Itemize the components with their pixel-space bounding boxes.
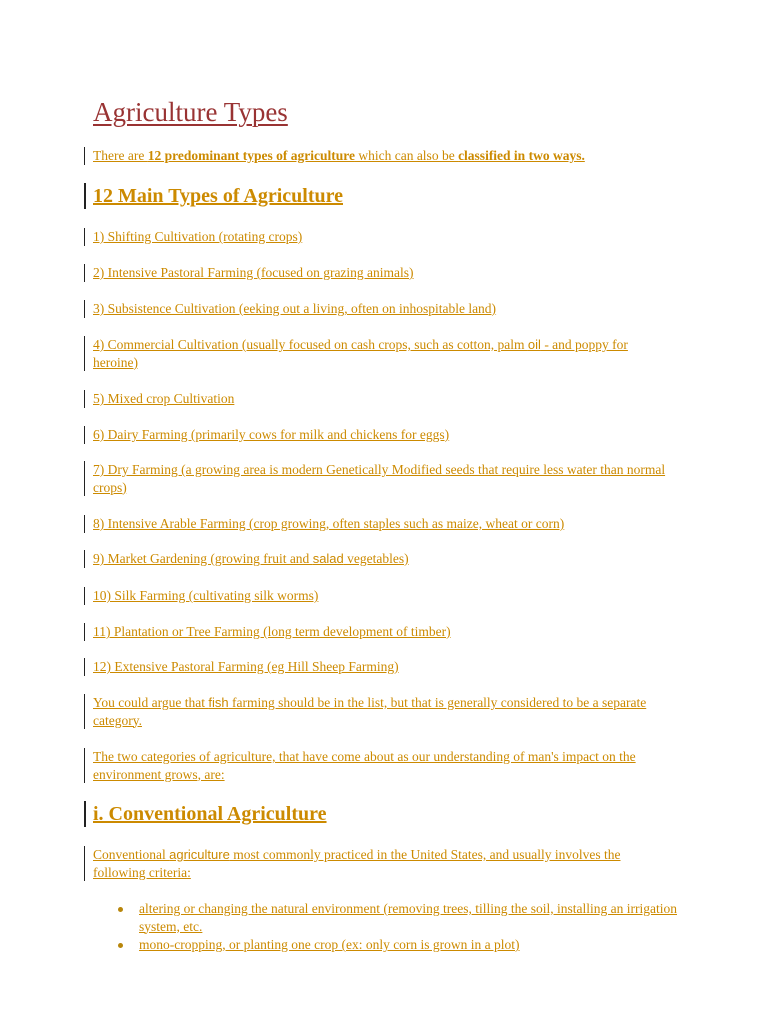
type-item-text: vegetables) <box>343 551 409 566</box>
section-heading-types <box>93 183 343 209</box>
type-item <box>93 550 693 568</box>
type-item <box>93 461 683 496</box>
type-item <box>93 228 693 246</box>
change-bar <box>84 183 86 209</box>
type-item-text: 11) Plantation or Tree Farming (long term development of timber) <box>93 624 451 639</box>
criteria-list <box>117 900 677 955</box>
change-bar <box>84 147 85 165</box>
type-item-text: 6) Dairy Farming (primarily cows for milk and chickens for eggs) <box>93 427 450 442</box>
change-bar <box>84 623 85 641</box>
change-bar <box>84 461 85 496</box>
section-heading-types-text: 12 Main Types of Agriculture <box>93 185 343 207</box>
type-item <box>93 390 693 408</box>
type-item <box>93 623 693 641</box>
intro-text-1: There are <box>93 148 148 163</box>
bullet-icon <box>118 907 123 912</box>
two-categories-paragraph <box>93 748 693 783</box>
type-item-text: - and poppy for heroine) <box>93 337 628 370</box>
change-bar <box>84 515 85 533</box>
type-item-text: 2) Intensive Pastoral Farming (focused on grazing animals) <box>93 265 414 280</box>
type-item-text: 5) Mixed crop Cultivation <box>93 391 235 406</box>
type-item <box>93 300 693 318</box>
type-item <box>93 264 693 282</box>
change-bar <box>84 336 85 371</box>
change-bar <box>84 300 85 318</box>
fish-note-text: fish <box>208 695 229 710</box>
change-bar <box>84 748 85 783</box>
type-item-text: 12) Extensive Pastoral Farming (eg Hill Sheep Farming) <box>93 659 399 674</box>
intro-paragraph <box>93 147 693 165</box>
fish-note-paragraph <box>93 694 678 729</box>
change-bar <box>84 426 85 444</box>
type-item <box>93 658 693 676</box>
change-bar <box>84 801 86 827</box>
conventional-text: Conventional <box>93 847 170 862</box>
change-bar <box>84 587 85 605</box>
type-item-text: 4) Commercial Cultivation (usually focused on cash crops, such as cotton, palm <box>93 337 528 352</box>
change-bar <box>84 658 85 676</box>
conventional-paragraph <box>93 846 638 881</box>
type-item <box>93 426 693 444</box>
type-item-text: oil <box>527 337 541 352</box>
list-item-text: mono-cropping, or planting one crop (ex: only corn is grown in a plot) <box>139 937 520 952</box>
page-title: Agriculture Types <box>93 97 288 127</box>
change-bar <box>84 228 85 246</box>
intro-bold-2: classified in two ways. <box>458 148 585 163</box>
intro-text-2: which can also be <box>354 148 459 163</box>
type-item <box>93 515 693 533</box>
list-item <box>117 936 677 954</box>
change-bar <box>84 694 85 729</box>
type-item-text: salad <box>312 551 344 566</box>
fish-note-text: farming should be in the list, but that is generally considered to be a separate category. <box>93 695 647 728</box>
conventional-text: most commonly practiced in the United States, and usually involves the following criteria: <box>93 847 621 880</box>
change-bar <box>84 264 85 282</box>
section-heading-conventional <box>93 801 327 827</box>
list-item-text: altering or changing the natural environment (removing trees, tilling the soil, installing an irrigation system, etc. <box>139 901 677 934</box>
list-item <box>117 900 677 935</box>
two-categories-text: The two categories of agriculture, that have come about as our understanding of man's impact on the environment grows, are: <box>93 749 636 782</box>
section-heading-conventional-text: i. Conventional Agriculture <box>93 803 327 825</box>
intro-bold-1: 12 predominant types of agriculture <box>147 148 355 163</box>
change-bar <box>84 846 85 881</box>
type-item-text: 9) Market Gardening (growing fruit and <box>93 551 313 566</box>
change-bar <box>84 550 85 568</box>
bullet-icon <box>118 943 123 948</box>
type-item <box>93 587 693 605</box>
type-item-text: 3) Subsistence Cultivation (eeking out a living, often on inhospitable land) <box>93 301 497 316</box>
conventional-text: agriculture <box>169 847 230 862</box>
type-item-text: 7) Dry Farming (a growing area is modern Genetically Modified seeds that require less water than normal crops) <box>93 462 666 495</box>
type-item <box>93 336 653 371</box>
change-bar <box>84 390 85 408</box>
fish-note-text: You could argue that <box>93 695 209 710</box>
type-item-text: 10) Silk Farming (cultivating silk worms) <box>93 588 319 603</box>
type-item-text: 8) Intensive Arable Farming (crop growing, often staples such as maize, wheat or corn) <box>93 516 565 531</box>
type-item-text: 1) Shifting Cultivation (rotating crops) <box>93 229 303 244</box>
